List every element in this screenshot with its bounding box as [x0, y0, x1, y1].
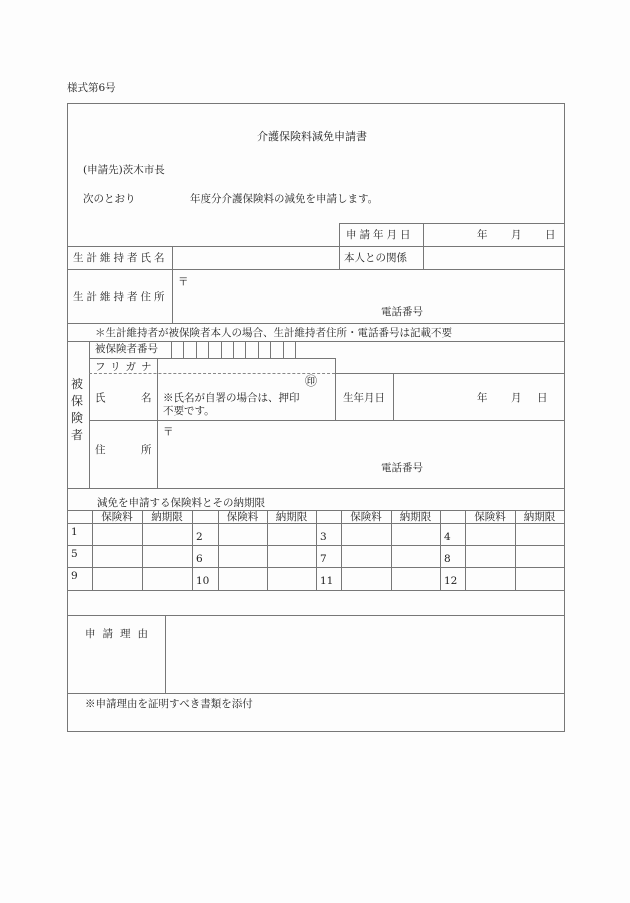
- fee-period-number: 6: [196, 553, 203, 565]
- fee-table-header: 保険料: [101, 511, 133, 523]
- insured-postal-mark: 〒: [163, 426, 174, 438]
- fee-amount-field[interactable]: [219, 524, 266, 544]
- fee-table-header: 納期限: [275, 511, 308, 523]
- line: [67, 323, 565, 324]
- signature-note-2: 不要です。: [163, 405, 215, 417]
- fee-table-line: [192, 510, 193, 590]
- fee-period-number: 3: [320, 531, 327, 543]
- insured-number-box-divider: [270, 341, 271, 358]
- fee-period-number: 9: [71, 570, 78, 582]
- insured-section-char: 者: [71, 428, 84, 442]
- fee-period-number: 4: [444, 531, 451, 543]
- line: [171, 341, 172, 358]
- addressee: (申請先)茨木市長: [83, 164, 165, 176]
- line: [339, 223, 564, 224]
- fee-period-number: 7: [320, 553, 327, 565]
- request-text: 年度分介護保険料の減免を申請します。: [190, 193, 379, 205]
- fee-due-date-field[interactable]: [143, 546, 191, 566]
- line: [89, 420, 564, 421]
- birth-month[interactable]: 月: [511, 392, 522, 404]
- insured-address-label-2: 所: [141, 444, 152, 456]
- fee-due-date-field[interactable]: [516, 524, 563, 544]
- insured-number-label: 被保険者番号: [95, 343, 158, 355]
- fee-table-header: 保険料: [350, 511, 382, 523]
- name-label-2: 名: [141, 392, 152, 404]
- fee-amount-field[interactable]: [466, 546, 514, 566]
- fee-amount-field[interactable]: [466, 524, 514, 544]
- fee-amount-field[interactable]: [342, 546, 390, 566]
- insured-number-box-divider: [283, 341, 284, 358]
- line: [172, 246, 173, 323]
- fee-amount-field[interactable]: [342, 568, 390, 589]
- insured-number-box-divider: [245, 341, 246, 358]
- name-label-1: 氏: [95, 392, 106, 404]
- fee-period-number: 8: [444, 553, 451, 565]
- reason-label: 申請理由: [85, 628, 155, 640]
- line: [89, 341, 90, 488]
- fee-amount-field[interactable]: [342, 524, 390, 544]
- fee-amount-field[interactable]: [219, 568, 266, 589]
- insured-phone-label: 電話番号: [381, 462, 423, 474]
- supporter-note: ＊生計維持者が被保険者本人の場合、生計維持者住所・電話番号は記載不要: [95, 327, 452, 339]
- application-date-month[interactable]: 月: [511, 229, 522, 241]
- supporter-phone-label: 電話番号: [381, 306, 423, 318]
- signature-note-1: ※氏名が自署の場合は、押印: [163, 392, 300, 404]
- application-date-day[interactable]: 日: [545, 229, 556, 241]
- fee-period-number: 1: [71, 526, 78, 538]
- fee-table-header: 納期限: [523, 511, 556, 523]
- fee-period-number: 2: [196, 531, 203, 543]
- insured-number-box-divider: [183, 341, 184, 358]
- fee-table-line: [316, 510, 317, 590]
- insured-section-char: 保: [71, 394, 84, 408]
- line: [67, 246, 565, 247]
- postal-mark: 〒: [178, 276, 189, 288]
- fee-table-header: 保険料: [226, 511, 259, 523]
- line: [89, 358, 335, 359]
- fee-amount-field[interactable]: [93, 568, 141, 589]
- insured-number-box-divider: [208, 341, 209, 358]
- fee-due-date-field[interactable]: [516, 546, 563, 566]
- fee-due-date-field[interactable]: [392, 568, 439, 589]
- seal-mark: ㊞: [305, 374, 318, 388]
- line: [335, 358, 336, 420]
- supporter-name-label: 生計維持者氏名: [73, 252, 168, 264]
- dashed-line: [89, 373, 335, 374]
- fee-amount-field[interactable]: [93, 546, 141, 566]
- fee-due-date-field[interactable]: [268, 524, 315, 544]
- birth-label: 生年月日: [343, 392, 385, 404]
- form-title: 介護保険料減免申請書: [257, 130, 367, 143]
- insured-number-box-divider: [258, 341, 259, 358]
- line: [335, 373, 564, 374]
- fee-table-caption: 減免を申請する保険料とその納期限: [97, 497, 265, 509]
- fee-due-date-field[interactable]: [516, 568, 563, 589]
- insured-number-box-divider: [196, 341, 197, 358]
- relation-label: 本人との関係: [344, 252, 407, 264]
- line: [157, 358, 158, 488]
- attachment-note: ※申請理由を証明すべき書類を添付: [85, 698, 253, 710]
- insured-section-char: 険: [71, 411, 84, 425]
- line: [67, 488, 565, 489]
- fee-period-number: 11: [320, 575, 334, 587]
- insured-section-char: 被: [71, 377, 84, 391]
- fee-due-date-field[interactable]: [143, 568, 191, 589]
- line: [393, 373, 394, 420]
- application-date-year[interactable]: 年: [477, 229, 488, 241]
- fee-due-date-field[interactable]: [143, 524, 191, 544]
- fee-table-line: [67, 590, 564, 591]
- fee-amount-field[interactable]: [466, 568, 514, 589]
- application-date-label: 申請年月日: [346, 229, 414, 241]
- fee-due-date-field[interactable]: [268, 568, 315, 589]
- fee-table-line: [440, 510, 441, 590]
- insured-address-label-1: 住: [95, 444, 106, 456]
- fee-period-number: 12: [444, 575, 458, 587]
- form-number: 様式第6号: [67, 82, 116, 94]
- line: [67, 341, 565, 342]
- birth-year[interactable]: 年: [477, 392, 488, 404]
- fee-due-date-field[interactable]: [392, 546, 439, 566]
- fee-due-date-field[interactable]: [268, 546, 315, 566]
- fee-table-header: 納期限: [151, 511, 183, 523]
- insured-number-box-divider: [233, 341, 234, 358]
- fee-due-date-field[interactable]: [392, 524, 439, 544]
- furigana-label: フリガナ: [95, 361, 157, 373]
- insured-number-box-divider: [295, 341, 296, 358]
- fee-amount-field[interactable]: [93, 524, 141, 544]
- reason-field[interactable]: [166, 616, 563, 692]
- fee-amount-field[interactable]: [219, 546, 266, 566]
- line: [67, 269, 565, 270]
- birth-day[interactable]: 日: [537, 392, 548, 404]
- insured-number-box-divider: [221, 341, 222, 358]
- supporter-address-label: 生計維持者住所: [73, 291, 168, 303]
- fee-period-number: 5: [71, 548, 78, 560]
- line: [67, 693, 565, 694]
- fee-period-number: 10: [196, 575, 210, 587]
- fee-table-header: 納期限: [399, 511, 432, 523]
- fee-table-header: 保険料: [474, 511, 506, 523]
- request-prefix: 次のとおり: [83, 193, 136, 205]
